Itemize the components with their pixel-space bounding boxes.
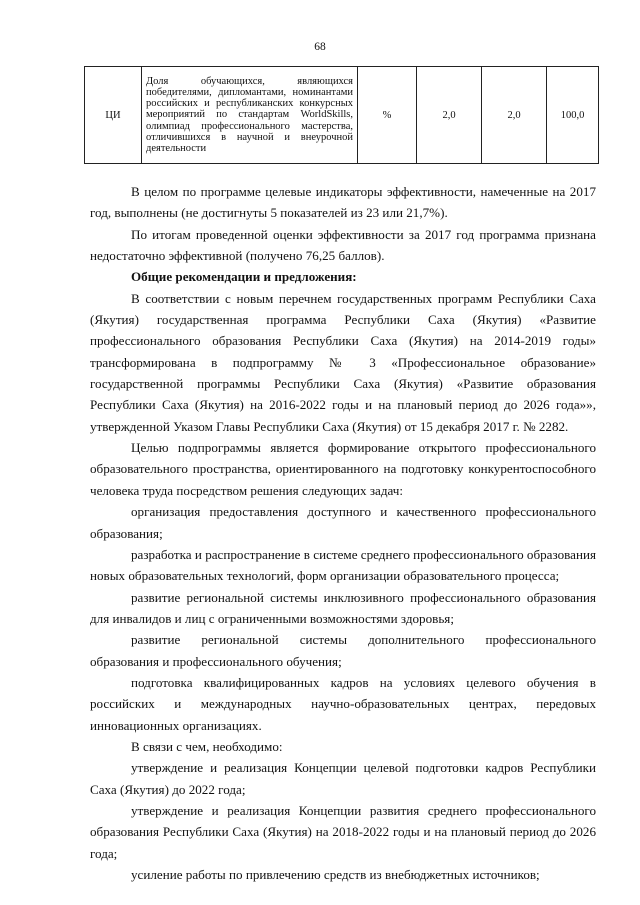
list-item: развитие региональной системы дополнительного профессионального образования и профессионального обучения; xyxy=(90,632,596,669)
list-item: утверждение и реализация Концепции развития среднего профессионального образования Республики Саха (Якутия) на 2018-2022 годы и на плановый период до 2026 года; xyxy=(90,802,596,861)
document-body xyxy=(90,181,596,885)
indicator-table xyxy=(84,66,599,164)
list-item: утверждение и реализация Концепции целевой подготовки кадров Республики Саха (Якутия) до 2022 года; xyxy=(90,760,596,797)
section-heading-recommendations: Общие рекомендации и предложения: xyxy=(131,269,357,285)
indicator-percent-cell: 100,0 xyxy=(547,67,599,164)
paragraph-indicators-summary: В целом по программе целевые индикаторы эффективности, намеченные на 2017 год, выполнены (не достигнуты 5 показателей из 23 или 21,7%). xyxy=(90,184,596,221)
paragraph-efficiency-assessment: По итогам проведенной оценки эффективности за 2017 год программа признана недостаточно эффективной (получено 76,25 баллов). xyxy=(90,226,596,264)
list-item: усиление работы по привлечению средств из внебюджетных источников; xyxy=(131,867,540,882)
list-item: разработка и распространение в системе среднего профессионального образования новых образовательных технологий, форм организации образовательного процесса; xyxy=(90,546,596,584)
paragraph-necessary-measures: В связи с чем, необходимо: xyxy=(131,738,283,754)
paragraph-subprogram-goal: Целью подпрограммы является формирование открытого профессионального образовательного пространства, ориентированного на подготовку конкурентоспособного человека труда посредством решения следующих задач: xyxy=(90,440,596,498)
list-item: развитие региональной системы инклюзивного профессионального образования для инвалидов и лиц с ограниченными возможностями здоровья; xyxy=(90,589,596,626)
indicator-actual-cell: 2,0 xyxy=(482,67,547,164)
paragraph-program-transformation: В соответствии с новым перечнем государственных программ Республики Саха (Якутия) государственная программа Республики Саха (Якутия) «Развитие профессионального образования Республики Саха (Якутия) на 2014-2019 годы» трансформирована в подпрограмму № 3 «Профессиональное образование» государственной программы Республики Саха (Якутия) «Развитие образования Республики Саха (Якутия) на 2016-2022 годы и на плановый период до 2026 года»», утвержденной Указом Главы Республики Саха (Якутия) от 15 декабря 2017 г. № 2282. xyxy=(90,290,596,434)
indicator-plan-cell: 2,0 xyxy=(417,67,482,164)
indicator-description-cell: Доля обучающихся, являющихся победителями, дипломантами, номинантами российских и республиканских конкурсных мероприятий по стандартам WorldSkills, олимпиад профессионального мастерства, отличившихся в научной и внеурочной деятельности xyxy=(142,67,358,164)
list-item: подготовка квалифицированных кадров на условиях целевого обучения в российских и международных научно-образовательных центрах, передовых инновационных организациях. xyxy=(90,674,596,733)
indicator-code-cell: ЦИ xyxy=(85,67,142,164)
indicator-unit-cell: % xyxy=(358,67,417,164)
table-row xyxy=(85,67,599,164)
page-number: 68 xyxy=(314,41,326,53)
list-item: организация предоставления доступного и качественного профессионального образования; xyxy=(90,504,596,541)
